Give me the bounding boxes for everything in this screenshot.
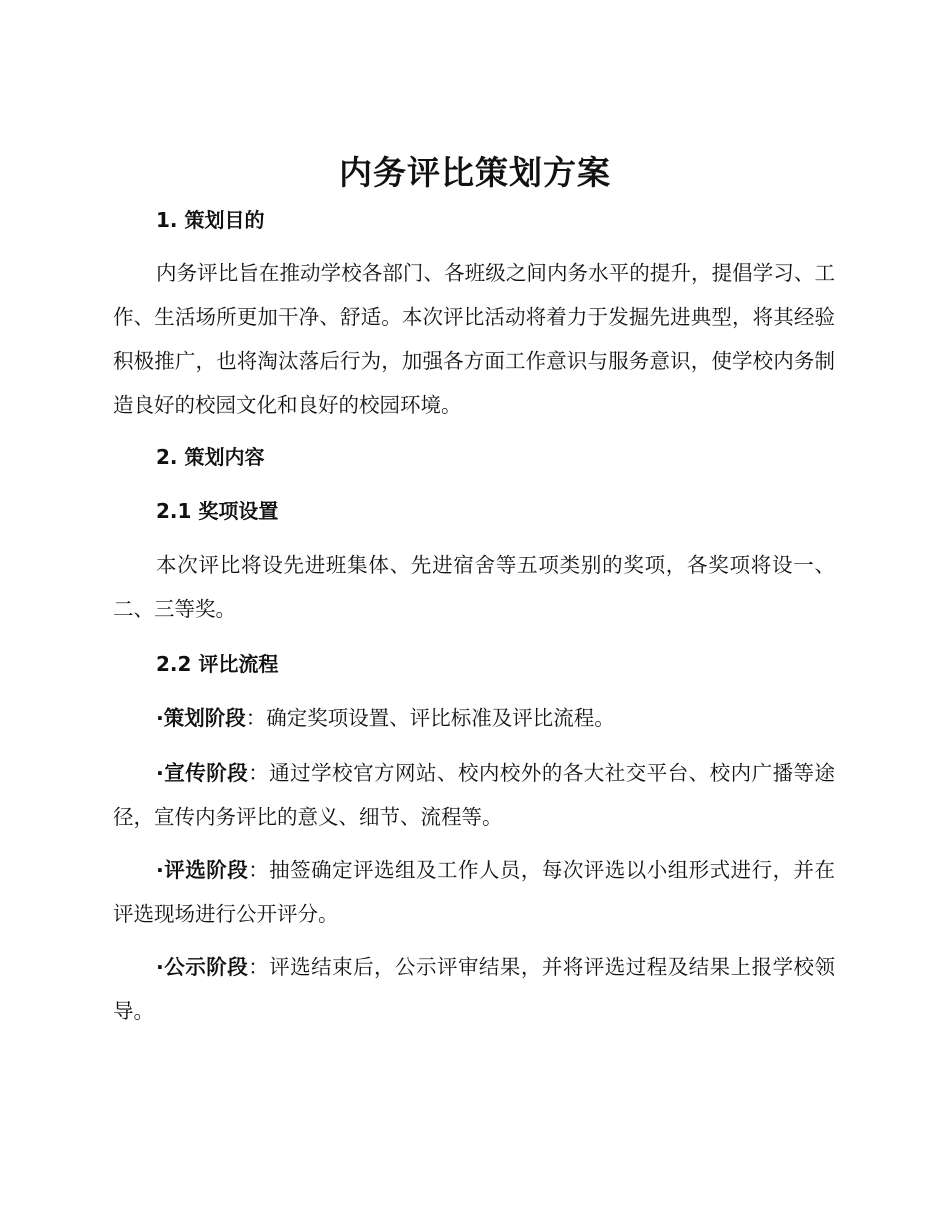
purpose-paragraph: 内务评比旨在推动学校各部门、各班级之间内务水平的提升，提倡学习、工作、生活场所更加干净、舒适。本次评比活动将着力于发掘先进典型，将其经验积极推广，也将淘汰落后行为，加强各方面工作意识与服务意识，使学校内务制造良好的校园文化和良好的校园环境。 — [113, 261, 835, 417]
section-heading-process: 2.2 评比流程 — [156, 652, 279, 676]
process-item-planning — [113, 696, 835, 740]
process-term: 评选阶段 — [163, 858, 249, 882]
process-item-publicity — [113, 945, 835, 1033]
process-item-selection — [113, 848, 835, 936]
process-term: 宣传阶段 — [163, 761, 249, 785]
section-heading-awards: 2.1 奖项设置 — [156, 499, 279, 523]
awards-paragraph: 本次评比将设先进班集体、先进宿舍等五项类别的奖项，各奖项将设一、二、三等奖。 — [113, 553, 835, 621]
process-term: 策划阶段 — [163, 706, 246, 730]
process-description: 抽签确定评选组及工作人员，每次评选以小组形式进行，并在评选现场进行公开评分。 — [113, 858, 836, 926]
bullet-mark: · — [156, 858, 164, 882]
process-description: 确定奖项设置、评比标准及评比流程。 — [266, 706, 615, 730]
process-description: 通过学校官方网站、校内校外的各大社交平台、校内广播等途径，宣传内务评比的意义、细节、流程等。 — [113, 761, 836, 829]
document-title: 内务评比策划方案 — [339, 153, 611, 192]
process-term: 公示阶段 — [163, 955, 249, 979]
section-heading-content: 2. 策划内容 — [156, 445, 265, 469]
section-heading-purpose: 1. 策划目的 — [156, 208, 265, 232]
term-separator: ： — [245, 706, 267, 730]
term-separator: ： — [248, 955, 270, 979]
term-separator: ： — [248, 761, 270, 785]
bullet-mark: · — [156, 706, 164, 730]
bullet-mark: · — [156, 955, 164, 979]
term-separator: ： — [248, 858, 270, 882]
bullet-mark: · — [156, 761, 164, 785]
process-description: 评选结束后，公示评审结果，并将评选过程及结果上报学校领导。 — [113, 955, 836, 1023]
process-item-promotion — [113, 751, 835, 839]
